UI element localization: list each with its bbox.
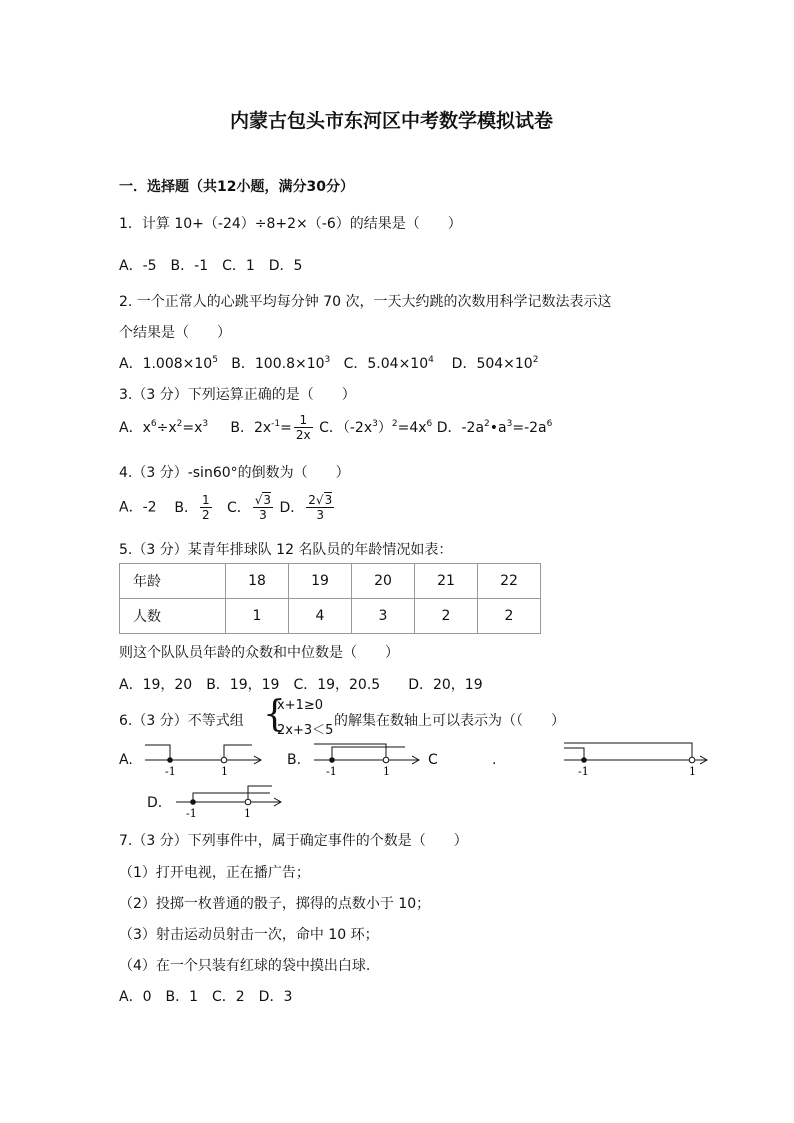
question-4-options (119, 493, 336, 522)
fraction: $\frac{2√3}{3}$ (308, 493, 333, 522)
event-1: （1）打开电视，正在播广告； (119, 865, 310, 881)
tick-label: 1 (221, 765, 228, 778)
option-a-label: A. (119, 752, 133, 768)
question-7-stem: 7.（3 分）下列事件中，属于确定事件的个数是（ ） (119, 833, 468, 849)
question-3-options (119, 413, 552, 442)
tick-label: -1 (165, 765, 176, 778)
table-cell: 21 (415, 564, 478, 599)
table-cell: 22 (478, 564, 541, 599)
table-cell: 2 (415, 599, 478, 634)
table-row (120, 599, 541, 634)
tick-label: -1 (186, 807, 197, 820)
question-7-options: A．0 B．1 C．2 D．3 (119, 989, 293, 1005)
question-1-stem: 1．计算 10+（-24）÷8+2×（-6）的结果是（ ） (119, 216, 462, 232)
table-header-cell: 人数 (120, 599, 226, 634)
inequality-2: 2x+3＜5 (277, 723, 334, 738)
fraction: $\frac{√3}{3}$ (254, 493, 272, 522)
tick-label: 1 (383, 765, 390, 778)
number-line-b (310, 740, 425, 778)
option-b: B． $\frac{1}{2}$ (174, 493, 210, 522)
option-d: D． $\frac{2√3}{3}$ (279, 493, 333, 522)
option-c-label: C (428, 752, 438, 768)
fraction: $\frac{1}{2x}$ (295, 413, 311, 442)
age-table (119, 563, 541, 634)
number-line-d (172, 782, 287, 820)
event-3: （3）射击运动员射击一次，命中 10 环； (119, 927, 379, 943)
option-c: C． $\frac{√3}{3}$ (226, 493, 272, 522)
question-2-stem-line1: 2. 一个正常人的心跳平均每分钟 70 次，一天大约跳的次数用科学记数法表示这 (119, 294, 612, 310)
option-c: C．$(-2x^3)^2=4x^6$ (319, 418, 433, 436)
fraction: $\frac{1}{2}$ (201, 493, 210, 522)
option-d: D．$-2a^2•a^3=-2a^6$ (436, 418, 553, 436)
question-2-stem-line2: 个结果是（ ） (119, 325, 231, 341)
question-5-options: A．19，20 B．19，19 C．19，20.5 D．20，19 (119, 677, 483, 693)
tick-label: -1 (578, 765, 589, 778)
question-3-stem: 3.（3 分）下列运算正确的是（ ） (119, 387, 356, 403)
option-a: A．$x^6\div x^2=x^3$ (119, 418, 209, 436)
question-1-options: A．-5 B．-1 C．1 D．5 (119, 258, 303, 274)
section-heading: 一．选择题（共12小题，满分30分） (119, 179, 354, 195)
table-header-cell: 年龄 (120, 564, 226, 599)
table-cell: 4 (289, 599, 352, 634)
option-d-label: D. (147, 795, 163, 811)
option-c-dot: . (492, 752, 497, 768)
table-cell: 1 (226, 599, 289, 634)
question-5-stem: 5.（3 分）某青年排球队 12 名队员的年龄情况如表： (119, 542, 453, 558)
option-b: B．$100.8\times 10^3$ (231, 355, 331, 372)
question-4-stem: 4.（3 分）-sin60°的倒数为（ ） (119, 465, 350, 481)
page-title: 内蒙古包头市东河区中考数学模拟试卷 (230, 110, 554, 132)
system-brace: { (263, 694, 286, 735)
event-4: （4）在一个只装有红球的袋中摸出白球. (119, 958, 371, 974)
question-6-stem-pre: 6.（3 分）不等式组 (119, 713, 244, 729)
table-cell: 3 (352, 599, 415, 634)
option-d: D．$504\times 10^2$ (451, 355, 539, 372)
table-cell: 2 (478, 599, 541, 634)
question-6-stem-post: 的解集在数轴上可以表示为（（ ） (334, 713, 565, 729)
tick-label: -1 (326, 765, 337, 778)
table-cell: 18 (226, 564, 289, 599)
tick-label: 1 (244, 807, 251, 820)
table-cell: 20 (352, 564, 415, 599)
option-b: B．$2x^{-1}=$ $\frac{1}{2x}$ (230, 413, 311, 442)
question-5-question: 则这个队队员年龄的众数和中位数是（ ） (119, 645, 399, 661)
tick-label: 1 (689, 765, 696, 778)
number-line-c (560, 738, 710, 778)
inequality-1: x+1≥0 (277, 698, 324, 713)
option-b-label: B. (287, 752, 302, 768)
table-row (120, 564, 541, 599)
option-a: A．$1.008\times 10^5$ (119, 355, 218, 372)
option-c: C．$5.04\times 10^4$ (343, 355, 434, 372)
number-line-a (140, 740, 270, 778)
table-cell: 19 (289, 564, 352, 599)
question-2-options (119, 353, 538, 373)
event-2: （2）投掷一枚普通的骰子，掷得的点数小于 10； (119, 896, 431, 912)
option-a: A．-2 (119, 499, 157, 516)
